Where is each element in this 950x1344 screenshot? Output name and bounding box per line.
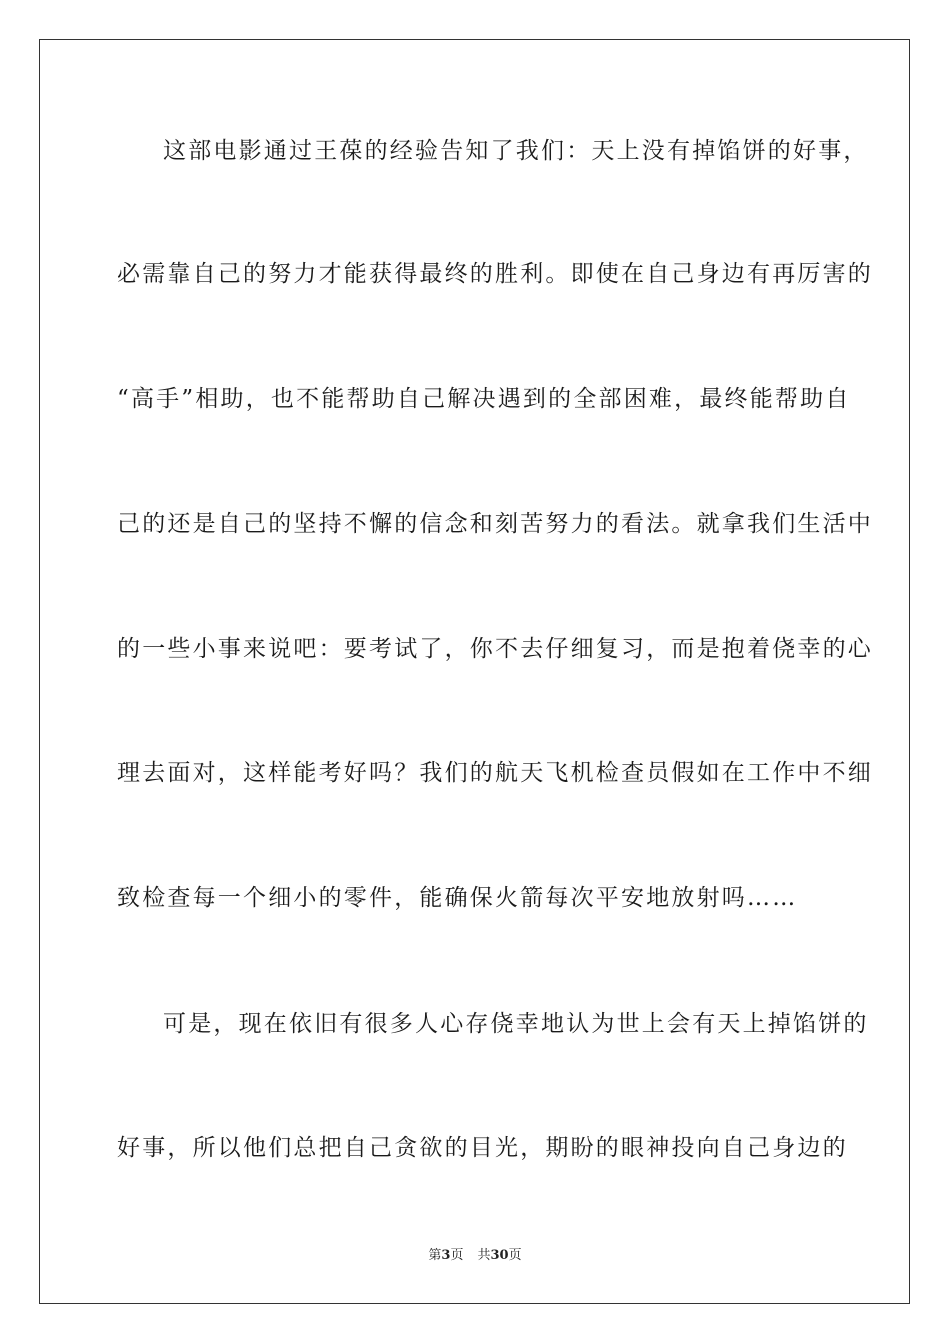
footer-page-prefix: 第 xyxy=(428,1248,442,1263)
paragraph-line: 理去面对，这样能考好吗？我们的航天飞机检查员假如在工作中不细 xyxy=(117,760,873,786)
paragraph-line: 好事，所以他们总把自己贪欲的目光，期盼的眼神投向自己身边的 xyxy=(117,1135,848,1161)
page-footer xyxy=(0,1248,950,1264)
paragraph-line: 必需靠自己的努力才能获得最终的胜利。即使在自己身边有再厉害的 xyxy=(117,261,873,287)
footer-page-number: 3 xyxy=(441,1248,451,1263)
paragraph-line: “高手”相助，也不能帮助自己解决遇到的全部困难，最终能帮助自 xyxy=(117,386,851,412)
paragraph-line: 致检查每一个细小的零件，能确保火箭每次平安地放射吗…… xyxy=(117,885,798,911)
paragraph-line: 可是，现在依旧有很多人心存侥幸地认为世上会有天上掉馅饼的 xyxy=(163,1011,869,1037)
paragraph-line: 这部电影通过王葆的经验告知了我们：天上没有掉馅饼的好事， xyxy=(163,138,869,164)
footer-total-suffix: 页 xyxy=(508,1248,522,1263)
footer-page-suffix: 页 xyxy=(450,1248,464,1263)
page-border xyxy=(39,39,910,1304)
footer-total-prefix: 共 xyxy=(477,1248,491,1263)
paragraph-line: 己的还是自己的坚持不懈的信念和刻苦努力的看法。就拿我们生活中 xyxy=(117,511,873,537)
paragraph-line: 的一些小事来说吧：要考试了，你不去仔细复习，而是抱着侥幸的心 xyxy=(117,636,873,662)
footer-total-pages: 30 xyxy=(490,1248,509,1263)
